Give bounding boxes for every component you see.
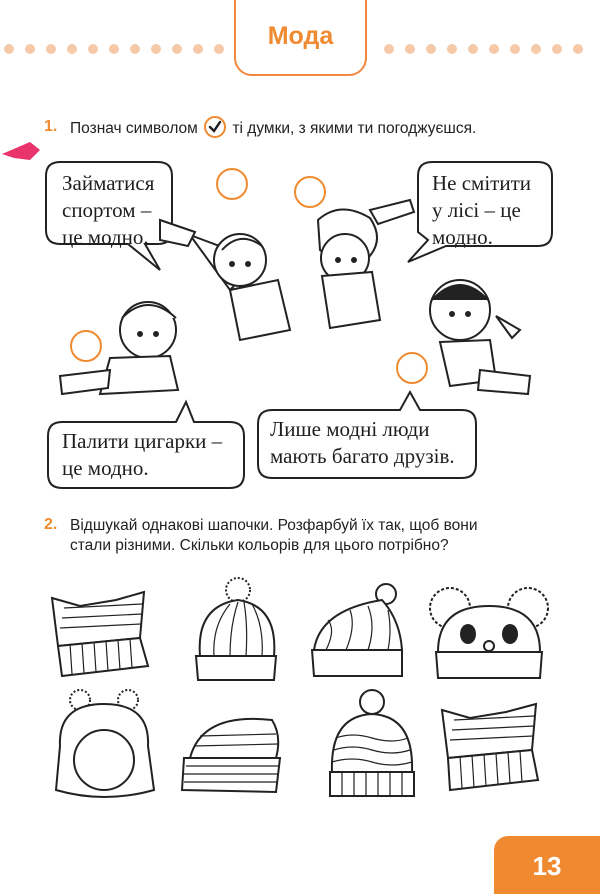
bubble-3-line-2: це модно. [62,456,149,480]
bubble-1-line-2: спортом – [62,198,152,222]
hat-7-icon[interactable] [322,688,422,804]
bubble-3-line-1: Палити цигарки – [62,429,223,453]
task-1-text-after: ті думки, з якими ти погоджуєшся. [232,120,477,138]
bubble-4-text [270,416,455,470]
hat-5-icon[interactable] [46,686,162,806]
hat-1-icon[interactable] [44,588,162,684]
bubble-3-text [62,428,222,482]
child-4-figure [430,280,530,394]
page-number-box [494,836,600,894]
bubble-4-line-2: мають багато друзів. [270,444,455,468]
hat-4-icon[interactable] [424,584,554,684]
hat-8-icon[interactable] [436,700,548,800]
task-2-instruction [70,516,478,556]
bubble-2-line-3: модно. [432,225,493,249]
page-number: 13 [532,851,562,881]
child-3-figure [60,302,178,394]
child-2-figure [318,200,414,328]
bubble-2-line-1: Не смітити [432,171,532,195]
child-1-figure [160,220,290,340]
task-2-number: 2. [44,516,58,533]
bubble-1-line-3: це модно. [62,225,149,249]
bubble-4-line-1: Лише модні люди [270,417,430,441]
hat-3-icon[interactable] [306,580,410,684]
task-1-number: 1. [44,118,58,135]
task-1-text-before: Познач символом [70,120,198,138]
bubble-2-line-2: у лісі – це [432,198,521,222]
hat-2-icon[interactable] [186,576,286,688]
children-illustration [0,180,600,420]
task-2-line-2: стали різними. Скільки кольорів для цього потрібно? [70,537,449,554]
hat-6-icon[interactable] [176,702,290,802]
bubble-1-line-1: Займатися [62,171,155,195]
task-2-line-1: Відшукай однакові шапочки. Розфарбуй їх так, щоб вони [70,517,478,534]
page-title: Мода [267,22,334,50]
